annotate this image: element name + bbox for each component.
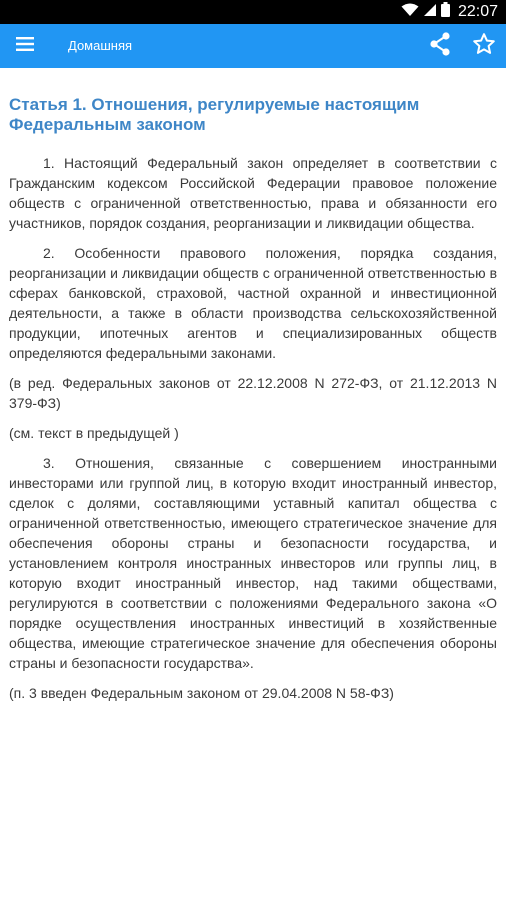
menu-button[interactable] [9,30,41,62]
favorite-button[interactable] [468,30,500,62]
share-button[interactable] [424,30,456,62]
share-icon [429,32,451,61]
article-content [9,95,497,713]
star-outline-icon [472,32,496,61]
wifi-icon [401,3,419,22]
signal-icon [423,3,437,22]
status-icons [401,0,498,24]
article-paragraph: 2. Особенности правового положения, порядка создания, реорганизации и ликвидации обществ с ограниченной ответственностью в сферах банковской, страховой, частной охранной и инвестиционной деятельности, а также в области производства сельскохозяйственной продукции, ипотечных агентов и специализированных обществ определяются федеральными законами. [9,245,497,361]
previous-text-link[interactable]: (см. текст в предыдущей ) [9,425,179,441]
edition-note: (в ред. Федеральных законов от 22.12.2008 N 272-ФЗ, от 21.12.2013 N 379-ФЗ) [9,375,497,411]
article-paragraph: 3. Отношения, связанные с совершением иностранными инвесторами или группой лиц, в которую входит иностранный инвестор, сделок с долями, составляющими уставный капитал общества с ограниченной ответственностью, имеющего стратегическое значение для обеспечения обороны страны и безопасности государства, и установлением контроля иностранных инвесторов или группы лиц, в которую входит иностранный инвестор, над такими обществами, регулируются в соответствии с положениями Федерального закона «О порядке осуществления иностранных инвестиций в хозяйственные общества, имеющие стратегическое значение для обеспечения обороны страны и безопасности государства». [9,455,497,671]
edition-note: (п. 3 введен Федеральным законом от 29.04.2008 N 58-ФЗ) [9,685,394,701]
article-paragraph: 1. Настоящий Федеральный закон определяет в соответствии с Гражданским кодексом Российской Федерации правовое положение обществ с ограниченной ответственностью, права и обязанности его участников, порядок создания, реорганизации и ликвидации общества. [9,155,497,231]
app-bar [0,24,506,68]
app-title: Домашняя [68,38,133,53]
article-title: Статья 1. Отношения, регулируемые настоящим Федеральным законом [9,95,420,134]
status-time: 22:07 [457,3,498,20]
battery-icon [441,2,450,22]
menu-icon [16,37,34,56]
status-bar [0,0,506,24]
